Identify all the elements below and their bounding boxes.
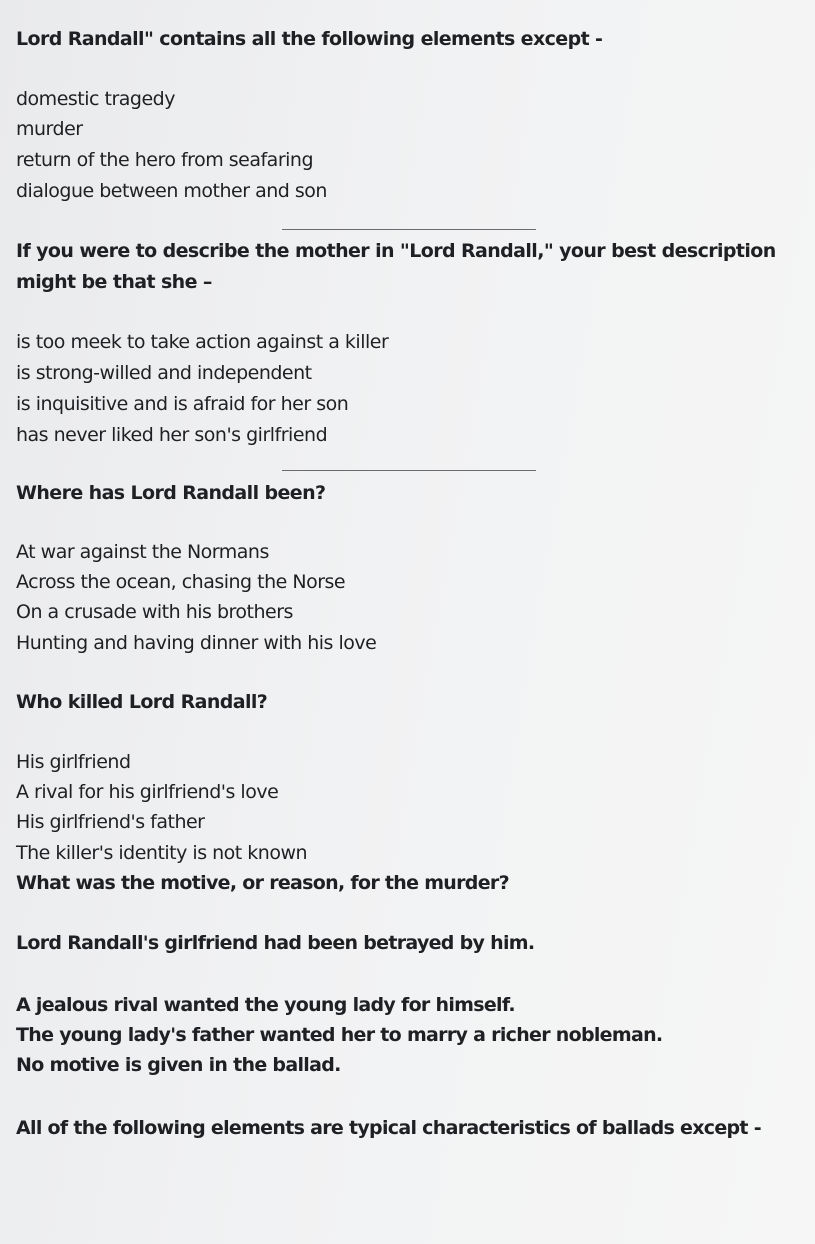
question-6-prompt: All of the following elements are typical characteristics of ballads except - <box>16 1117 761 1139</box>
question-3-option-a: At war against the Normans <box>16 541 269 563</box>
question-5-option-d: No motive is given in the ballad. <box>16 1054 341 1076</box>
question-1-option-a: domestic tragedy <box>16 88 175 110</box>
question-1-option-d: dialogue between mother and son <box>16 180 327 202</box>
question-5-option-c: The young lady's father wanted her to marry a richer nobleman. <box>16 1024 663 1046</box>
question-3-option-c: On a crusade with his brothers <box>16 601 293 623</box>
divider <box>282 229 536 230</box>
question-3-option-d: Hunting and having dinner with his love <box>16 632 377 654</box>
question-5-option-b: A jealous rival wanted the young lady for himself. <box>16 994 515 1016</box>
question-1-option-c: return of the hero from seafaring <box>16 149 314 171</box>
question-2-option-d: has never liked her son's girlfriend <box>16 424 328 446</box>
question-1-prompt: Lord Randall" contains all the following elements except - <box>16 28 603 50</box>
question-2-prompt-line-1: If you were to describe the mother in "Lord Randall," your best description <box>16 240 776 262</box>
question-5-option-a: Lord Randall's girlfriend had been betrayed by him. <box>16 932 535 954</box>
question-1-option-b: murder <box>16 118 83 140</box>
question-2-option-c: is inquisitive and is afraid for her son <box>16 393 349 415</box>
question-4-prompt: Who killed Lord Randall? <box>16 691 268 713</box>
divider <box>282 470 536 471</box>
question-4-option-c: His girlfriend's father <box>16 811 205 833</box>
question-2-option-b: is strong-willed and independent <box>16 362 312 384</box>
question-4-option-d: The killer's identity is not known <box>16 842 308 864</box>
question-3-option-b: Across the ocean, chasing the Norse <box>16 571 346 593</box>
question-4-option-b: A rival for his girlfriend's love <box>16 781 279 803</box>
question-4-option-a: His girlfriend <box>16 751 131 773</box>
question-2-prompt-line-2: might be that she – <box>16 271 212 293</box>
question-3-prompt: Where has Lord Randall been? <box>16 482 326 504</box>
question-5-prompt: What was the motive, or reason, for the murder? <box>16 872 509 894</box>
question-2-option-a: is too meek to take action against a killer <box>16 331 389 353</box>
